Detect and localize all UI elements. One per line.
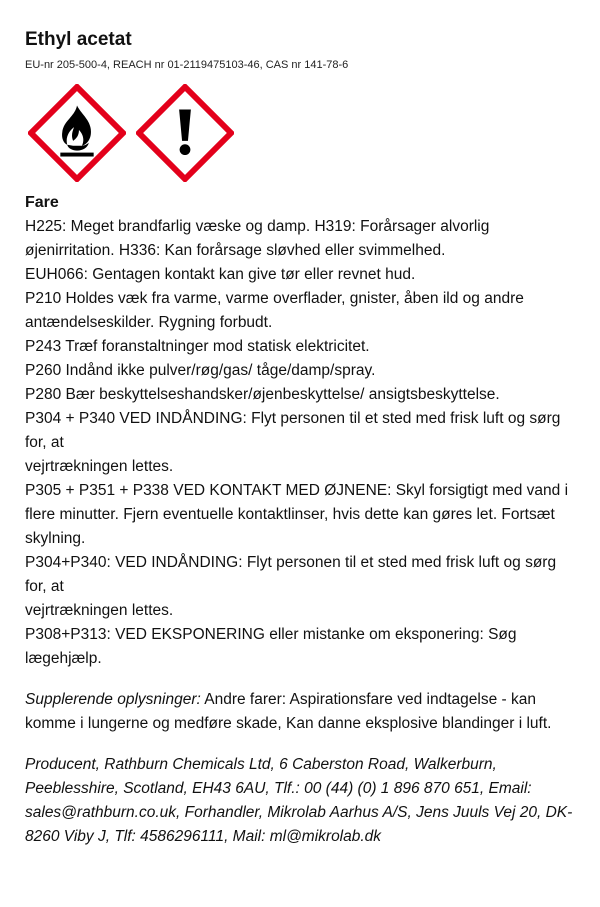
statement-p210: P210 Holdes væk fra varme, varme overflader, gnister, åben ild og andre antændelseskilder. Rygning forbudt. [25,290,524,331]
statement-p260: P260 Indånd ikke pulver/røg/gas/ tåge/damp/spray. [25,362,376,379]
signal-word: Fare [25,194,59,211]
statement-euh066: EUH066: Gentagen kontakt kan give tør eller revnet hud. [25,266,416,283]
statement-p243: P243 Træf foranstaltninger mod statisk elektricitet. [25,338,370,355]
supplementary-label: Supplerende oplysninger: [25,691,201,708]
product-name: Ethyl acetat [25,29,132,50]
exclamation-icon [136,84,234,182]
statement-p304-p340: P304 + P340 VED INDÅNDING: Flyt personen til et sted med frisk luft og sørg for, at [25,410,561,451]
statement-h-codes: H225: Meget brandfarlig væske og damp. H319: Forårsager alvorlig øjenirritation. H336: Kan forårsage sløvhed eller svimmelhed. [25,218,490,259]
flame-icon [28,84,126,182]
statement-continuation-b: vejrtrækningen lettes. [25,602,174,619]
producer-info: Producent, Rathburn Chemicals Ltd, 6 Caberston Road, Walkerburn, Peeblesshire, Scotland, EH43 6AU, Tlf.: 00 (44) (0) 1 896 870 651, Email: sales@rathburn.co.uk, Forhandler, Mikrolab Aarhus A/S, Jens Juuls Vej 20, DK-8260 Viby J, Tlf: 4586296111, Mail: ml@mikrolab.dk [25,756,573,845]
label-document [25,28,580,849]
statement-p308-p313: P308+P313: VED EKSPONERING eller mistanke om eksponering: Søg lægehjælp. [25,626,517,667]
hazard-pictograms [28,84,580,184]
statement-p305-p351-p338: P305 + P351 + P338 VED KONTAKT MED ØJNENE: Skyl forsigtigt med vand i flere minutter. Fjern eventuelle kontaktlinser, hvis dette kan gøres let. Fortsæt skylning. [25,482,569,547]
hazard-statements [25,215,580,671]
statement-p304-p340-b: P304+P340: VED INDÅNDING: Flyt personen til et sted med frisk luft og sørg for, at [25,554,557,595]
supplementary-text: Andre farer: Aspirationsfare ved indtagelse - kan komme i lungerne og medføre skade, Kan danne eksplosive blandinger i luft. [25,691,552,732]
statement-p280: P280 Bær beskyttelseshandsker/øjenbeskyttelse/ ansigtsbeskyttelse. [25,386,500,403]
product-identifiers: EU-nr 205-500-4, REACH nr 01-2119475103-46, CAS nr 141-78-6 [25,59,349,71]
statement-continuation: vejrtrækningen lettes. [25,458,174,475]
supplementary-info [25,688,580,736]
